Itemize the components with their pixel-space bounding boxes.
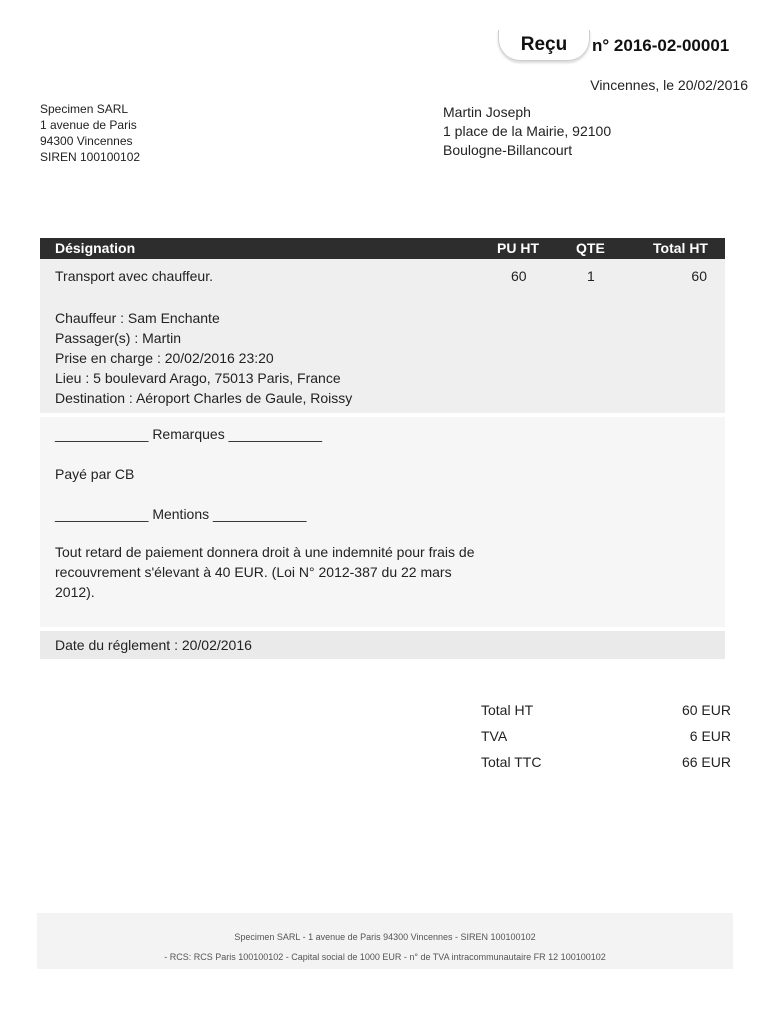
- tva-label: TVA: [481, 728, 508, 744]
- item-total-ht: 60: [691, 268, 707, 284]
- remarks-text: Payé par CB: [55, 466, 135, 482]
- total-ttc-label: Total TTC: [481, 754, 542, 770]
- sender-siren: SIREN 100100102: [40, 150, 141, 164]
- item-detail-place: Lieu : 5 boulevard Arago, 75013 Paris, France: [55, 370, 341, 386]
- total-ttc-row: [481, 754, 731, 780]
- footer-line-2: - RCS: RCS Paris 100100102 - Capital social de 1000 EUR - n° de TVA intracommunautaire FR 12 100100102: [164, 952, 606, 962]
- sender-address: [40, 101, 140, 165]
- item-detail-pickup: Prise en charge : 20/02/2016 23:20: [55, 350, 274, 366]
- total-ht-label: Total HT: [481, 702, 534, 718]
- payment-date-row: [40, 631, 725, 659]
- table-row: [40, 259, 725, 413]
- payment-date: Date du réglement : 20/02/2016: [55, 637, 252, 653]
- invoice-table: [40, 238, 725, 659]
- tva-value: 6 EUR: [689, 728, 731, 744]
- header-qte: QTE: [576, 240, 605, 256]
- recipient-name: Martin Joseph: [443, 104, 531, 120]
- item-title: Transport avec chauffeur.: [55, 268, 213, 284]
- item-qte: 1: [587, 268, 595, 284]
- notes-section: [40, 417, 725, 627]
- sender-name: Specimen SARL: [40, 102, 129, 116]
- total-ht-value: 60 EUR: [681, 702, 731, 718]
- mentions-heading: ____________ Mentions ____________: [55, 506, 307, 522]
- receipt-number: n° 2016-02-00001: [592, 36, 730, 55]
- tva-row: [481, 728, 731, 754]
- footer: [37, 913, 733, 969]
- header-pu-ht: PU HT: [497, 240, 539, 256]
- item-pu-ht: 60: [511, 268, 527, 284]
- totals-block: [481, 702, 731, 780]
- place-date: Vincennes, le 20/02/2016: [590, 77, 748, 93]
- mentions-text: Tout retard de paiement donnera droit à une indemnité pour frais de recouvrement s'élevant à 40 EUR. (Loi N° 2012-387 du 22 mars 2012).: [55, 544, 475, 600]
- header-total-ht: Total HT: [653, 240, 708, 256]
- recipient-street: 1 place de la Mairie, 92100: [443, 123, 612, 139]
- total-ttc-value: 66 EUR: [681, 754, 731, 770]
- table-header: [40, 238, 725, 259]
- footer-line-1: Specimen SARL - 1 avenue de Paris 94300 Vincennes - SIREN 100100102: [234, 932, 536, 942]
- remarks-heading: ____________ Remarques ____________: [55, 426, 323, 442]
- sender-city: 94300 Vincennes: [40, 134, 133, 148]
- header-designation: Désignation: [55, 240, 136, 256]
- recipient-city: Boulogne-Billancourt: [443, 142, 573, 158]
- recipient-address: [443, 103, 611, 160]
- sender-street: 1 avenue de Paris: [40, 118, 137, 132]
- item-detail-driver: Chauffeur : Sam Enchante: [55, 310, 220, 326]
- item-detail-destination: Destination : Aéroport Charles de Gaule, Roissy: [55, 390, 353, 406]
- total-ht-row: [481, 702, 731, 728]
- item-detail-passenger: Passager(s) : Martin: [55, 330, 182, 346]
- document-title: Reçu: [498, 30, 590, 61]
